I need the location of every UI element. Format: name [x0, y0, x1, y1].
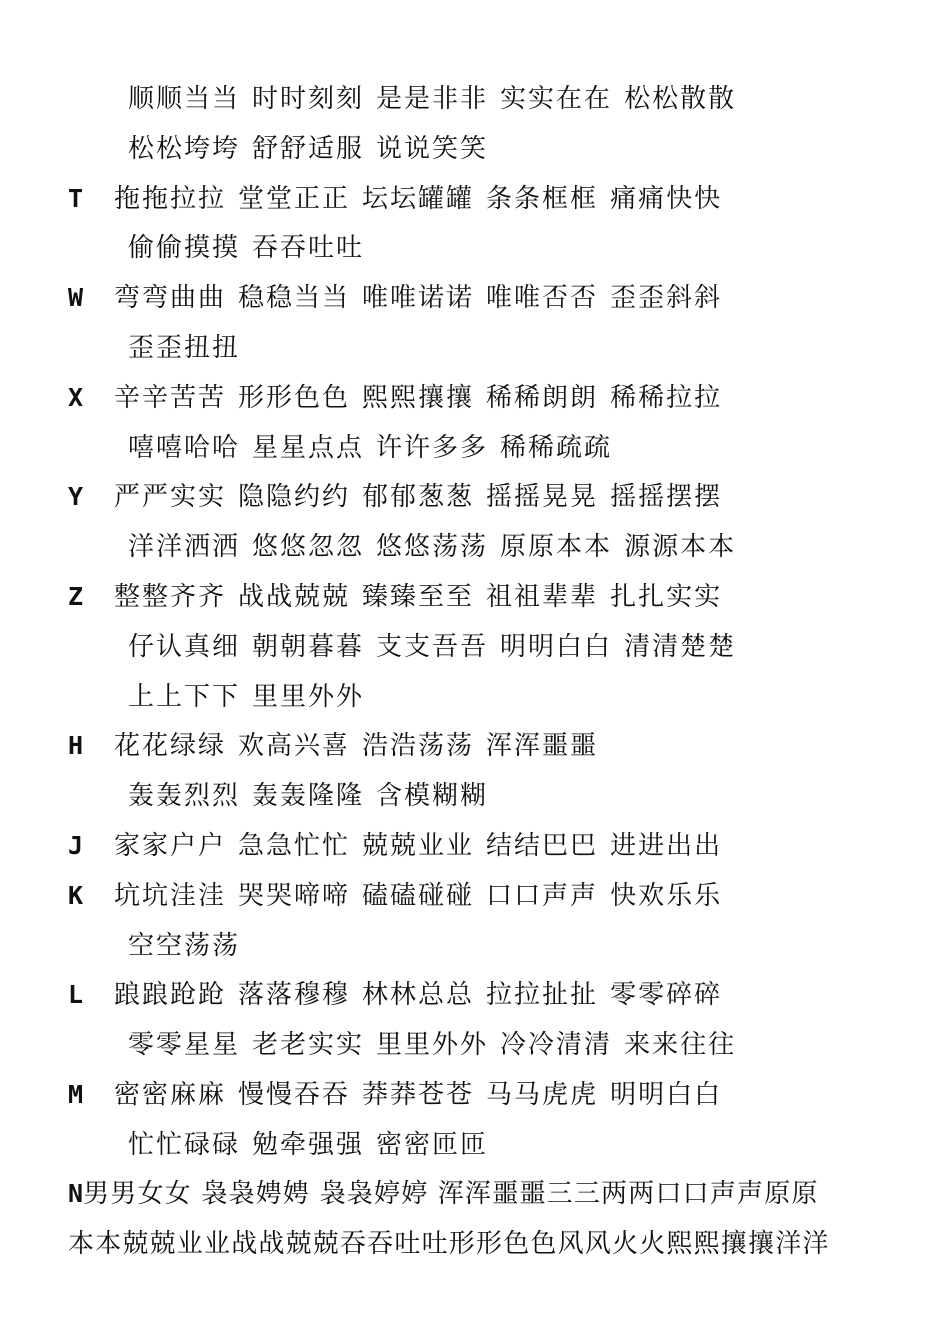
index-letter: H — [68, 731, 84, 761]
word-line — [0, 179, 950, 219]
idiom-word: 零零星星 — [128, 1030, 241, 1061]
idiom-word: 郁郁葱葱 — [362, 482, 475, 513]
word-line — [0, 1025, 950, 1065]
word-group — [114, 1075, 734, 1115]
idiom-word: 明明白白 — [610, 1080, 723, 1110]
idiom-word: 上上下下 — [128, 681, 241, 712]
word-line — [0, 826, 950, 866]
idiom-word: 密密匝匝 — [376, 1129, 489, 1160]
index-letter: M — [68, 1080, 84, 1109]
index-letter: N — [68, 1179, 84, 1208]
idiom-word: 忙忙碌碌 — [128, 1129, 241, 1160]
idiom-word: 松松垮垮 — [128, 133, 241, 164]
word-group — [128, 527, 748, 567]
word-line — [0, 926, 950, 966]
idiom-word: 浩浩荡荡 — [362, 731, 475, 762]
word-line — [0, 378, 950, 418]
word-line — [0, 477, 950, 517]
idiom-word: 痛痛快快 — [610, 183, 723, 214]
idiom-word: 兢兢业业 — [362, 831, 475, 861]
idiom-word: 冷冷清清 — [500, 1030, 613, 1061]
idiom-word: 许许多多 — [376, 432, 489, 463]
idiom-word: 严严实实 — [114, 482, 227, 513]
idiom-word: 磕磕碰碰 — [362, 880, 475, 911]
idiom-word: 摇摇晃晃 — [486, 482, 599, 513]
idiom-word: 急急忙忙 — [238, 831, 351, 861]
word-group — [114, 577, 734, 617]
index-letter: W — [68, 283, 84, 313]
index-letter: Y — [68, 482, 84, 512]
idiom-word: 摇摇摆摆 — [610, 482, 723, 513]
idiom-word: 松松散散 — [624, 84, 737, 114]
idiom-word: 战战兢兢 — [238, 582, 351, 612]
index-letter: L — [68, 980, 84, 1010]
idiom-word: 仔认真细 — [128, 631, 241, 662]
idiom-word: 里里外外 — [376, 1030, 489, 1061]
tail-line-2 — [68, 1224, 830, 1264]
idiom-word: 哭哭啼啼 — [238, 880, 351, 911]
idiom-word: 整整齐齐 — [114, 582, 227, 612]
idiom-word: 密密麻麻 — [114, 1080, 227, 1110]
word-group — [128, 776, 500, 816]
word-line — [0, 627, 950, 667]
word-line — [0, 278, 950, 318]
idiom-word: 轰轰烈烈 — [128, 781, 241, 812]
word-group — [128, 677, 376, 717]
index-letter: T — [68, 183, 84, 213]
idiom-word: 说说笑笑 — [376, 133, 489, 164]
idiom-word: 轰轰隆隆 — [252, 781, 365, 812]
idiom-word: 稀稀朗朗 — [486, 382, 599, 413]
word-group — [128, 926, 252, 966]
idiom-word: 拖拖拉拉 — [114, 183, 227, 214]
idiom-word: 堂堂正正 — [238, 183, 351, 214]
idiom-word: 歪歪斜斜 — [610, 283, 723, 314]
idiom-word: 坑坑洼洼 — [114, 880, 227, 911]
idiom-word: 时时刻刻 — [252, 84, 365, 114]
idiom-word: 星星点点 — [252, 432, 365, 463]
word-group — [128, 328, 252, 368]
idiom-word: 踉踉跄跄 — [114, 980, 227, 1011]
word-group — [128, 627, 748, 667]
word-group — [128, 129, 500, 169]
word-line — [0, 776, 950, 816]
idiom-word: 弯弯曲曲 — [114, 283, 227, 314]
idiom-word: 舒舒适服 — [252, 133, 365, 164]
word-line — [0, 328, 950, 368]
idiom-word: 结结巴巴 — [486, 831, 599, 861]
idiom-word: 源源本本 — [624, 532, 737, 563]
idiom-word: 零零碎碎 — [610, 980, 723, 1011]
idiom-word: 里里外外 — [252, 681, 365, 712]
idiom-word: 原原本本 — [500, 532, 613, 563]
idiom-word: 祖祖辈辈 — [486, 582, 599, 612]
word-group — [114, 726, 610, 766]
idiom-word: 来来往往 — [624, 1030, 737, 1061]
idiom-word: 勉牵强强 — [252, 1129, 365, 1160]
idiom-word: 家家户户 — [114, 831, 227, 861]
idiom-word: 莽莽苍苍 — [362, 1080, 475, 1110]
idiom-word: 唯唯否否 — [486, 283, 599, 314]
word-line — [0, 726, 950, 766]
word-group — [114, 179, 734, 219]
idiom-word: 坛坛罐罐 — [362, 183, 475, 214]
word-line — [0, 527, 950, 567]
word-group — [128, 1025, 748, 1065]
idiom-word: 顺顺当当 — [128, 84, 241, 114]
idiom-word: 清清楚楚 — [624, 631, 737, 662]
word-line — [0, 428, 950, 468]
idiom-word: 浑浑噩噩 — [486, 731, 599, 762]
idiom-word: 稀稀疏疏 — [500, 432, 613, 463]
index-letter: Z — [68, 582, 84, 611]
idiom-word: 稀稀拉拉 — [610, 382, 723, 413]
idiom-word: 歪歪扭扭 — [128, 333, 241, 363]
idiom-word: 偷偷摸摸 — [128, 233, 241, 264]
idiom-word: 形形色色 — [238, 382, 351, 413]
tail-text: 男男女女 袅袅娉娉 袅袅婷婷 浑浑噩噩三三两两口口声声原原 — [83, 1179, 819, 1209]
word-line — [0, 975, 950, 1015]
idiom-word: 条条框框 — [486, 183, 599, 214]
word-group — [128, 228, 376, 268]
idiom-word: 拉拉扯扯 — [486, 980, 599, 1011]
idiom-word: 熙熙攘攘 — [362, 382, 475, 413]
idiom-word: 吞吞吐吐 — [252, 233, 365, 264]
idiom-word: 马马虎虎 — [486, 1080, 599, 1110]
idiom-word: 辛辛苦苦 — [114, 382, 227, 413]
word-group — [128, 1125, 500, 1165]
idiom-word: 含模糊糊 — [376, 781, 489, 812]
idiom-word: 是是非非 — [376, 84, 489, 114]
idiom-word: 欢高兴喜 — [238, 731, 351, 762]
idiom-word: 口口声声 — [486, 880, 599, 911]
idiom-word: 支支吾吾 — [376, 631, 489, 662]
idiom-word: 明明白白 — [500, 631, 613, 662]
index-letter: X — [68, 382, 84, 412]
word-line — [0, 129, 950, 169]
word-line — [0, 1075, 950, 1115]
idiom-word: 扎扎实实 — [610, 582, 723, 612]
word-line — [0, 79, 950, 119]
word-group — [114, 826, 734, 866]
word-group — [114, 975, 734, 1015]
word-group — [114, 278, 734, 318]
idiom-word: 慢慢吞吞 — [238, 1080, 351, 1110]
idiom-word: 稳稳当当 — [238, 283, 351, 314]
idiom-word: 实实在在 — [500, 84, 613, 114]
idiom-word: 进进出出 — [610, 831, 723, 861]
idiom-word: 快欢乐乐 — [610, 880, 723, 911]
idiom-word: 花花绿绿 — [114, 731, 227, 762]
index-letter: K — [68, 880, 84, 910]
word-group — [114, 876, 734, 916]
tail-text: 本本兢兢业业战战兢兢吞吞吐吐形形色色风风火火熙熙攘攘洋洋 — [68, 1229, 830, 1259]
word-line — [0, 876, 950, 916]
word-group — [114, 477, 734, 517]
word-group — [128, 79, 748, 119]
idiom-word: 悠悠荡荡 — [376, 532, 489, 563]
idiom-word: 悠悠忽忽 — [252, 532, 365, 563]
tail-line-1 — [68, 1174, 819, 1214]
idiom-word: 老老实实 — [252, 1030, 365, 1061]
idiom-word: 林林总总 — [362, 980, 475, 1011]
word-group — [114, 378, 734, 418]
idiom-word: 空空荡荡 — [128, 930, 241, 961]
word-line — [0, 677, 950, 717]
word-line — [0, 1125, 950, 1165]
idiom-word: 唯唯诺诺 — [362, 283, 475, 314]
word-group — [128, 428, 624, 468]
idiom-word: 臻臻至至 — [362, 582, 475, 612]
idiom-word: 嘻嘻哈哈 — [128, 432, 241, 463]
word-line — [0, 577, 950, 617]
idiom-word: 隐隐约约 — [238, 482, 351, 513]
idiom-word: 洋洋洒洒 — [128, 532, 241, 563]
word-line — [0, 228, 950, 268]
idiom-word: 朝朝暮暮 — [252, 631, 365, 662]
idiom-word: 落落穆穆 — [238, 980, 351, 1011]
index-letter: J — [68, 831, 84, 860]
